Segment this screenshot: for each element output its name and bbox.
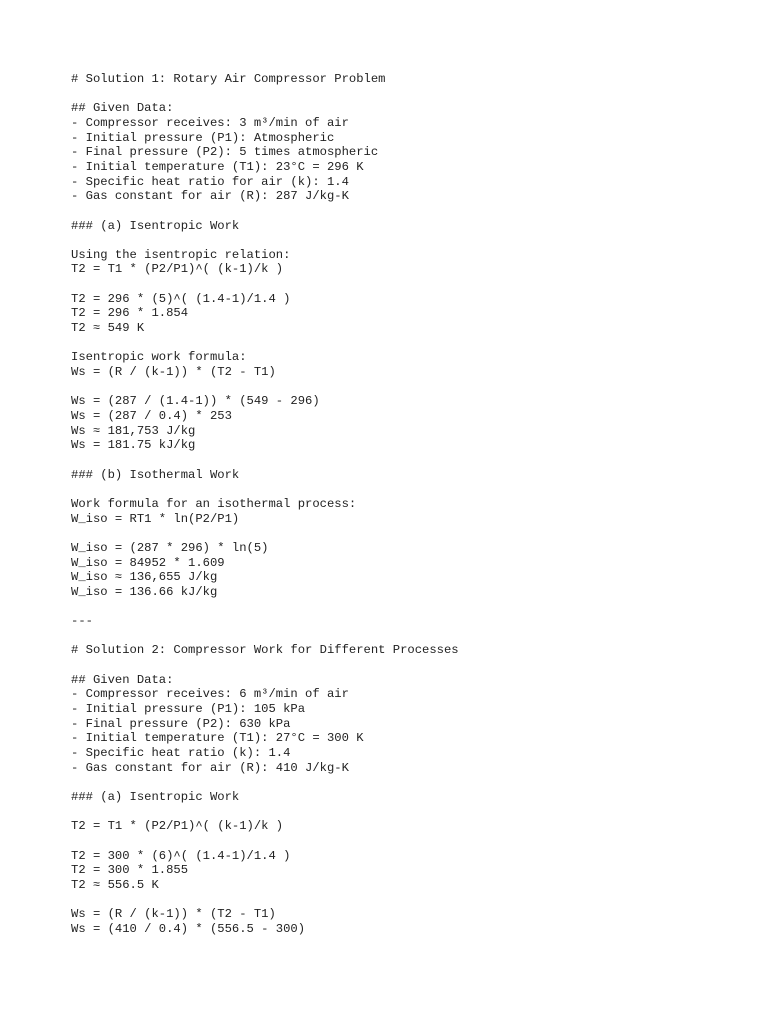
- equation-line: W_iso ≈ 136,655 J/kg: [71, 570, 218, 585]
- equation-line: T2 = T1 * (P2/P1)^( (k-1)/k ): [71, 819, 284, 834]
- equation-line: T2 = 296 * 1.854: [71, 306, 189, 321]
- equation-line: Ws = (287 / (1.4-1)) * (549 - 296): [71, 394, 320, 409]
- equation-line: Ws = (R / (k-1)) * (T2 - T1): [71, 907, 276, 922]
- equation-line: W_iso = 84952 * 1.609: [71, 555, 225, 570]
- blank-line: [71, 482, 751, 497]
- equation-line: T2 = 300 * 1.855: [71, 863, 189, 878]
- blank-line: [71, 805, 751, 820]
- given-data-item: - Gas constant for air (R): 287 J/kg-K: [71, 189, 349, 204]
- blank-line: [71, 834, 751, 849]
- subsection-heading: ### (b) Isothermal Work: [71, 467, 240, 482]
- given-data-item: - Specific heat ratio for air (k): 1.4: [71, 174, 349, 189]
- equation-line: Ws = (410 / 0.4) * (556.5 - 300): [71, 921, 306, 936]
- equation-line: W_iso = RT1 * ln(P2/P1): [71, 511, 240, 526]
- solution-title: # Solution 1: Rotary Air Compressor Problem: [71, 72, 386, 86]
- blank-line: [71, 893, 751, 908]
- blank-line: [71, 775, 751, 790]
- given-data-item: - Compressor receives: 6 m³/min of air: [71, 687, 349, 702]
- given-data-item: - Initial temperature (T1): 23°C = 296 K: [71, 159, 364, 174]
- equation-line: W_iso = 136.66 kJ/kg: [71, 584, 218, 599]
- blank-line: [71, 526, 751, 541]
- section-heading: ## Given Data:: [71, 101, 174, 116]
- section-heading: ## Given Data:: [71, 672, 174, 687]
- given-data-item: - Compressor receives: 3 m³/min of air: [71, 115, 349, 130]
- subsection-heading: ### (a) Isentropic Work: [71, 789, 240, 804]
- equation-line: W_iso = (287 * 296) * ln(5): [71, 540, 269, 555]
- given-data-item: - Gas constant for air (R): 410 J/kg-K: [71, 760, 349, 775]
- equation-line: T2 = 300 * (6)^( (1.4-1)/1.4 ): [71, 848, 291, 863]
- given-data-item: - Final pressure (P2): 5 times atmospheric: [71, 145, 379, 160]
- blank-line: [71, 599, 751, 614]
- given-data-item: - Initial pressure (P1): Atmospheric: [71, 130, 335, 145]
- blank-line: [71, 629, 751, 644]
- equation-line: Ws ≈ 181,753 J/kg: [71, 423, 196, 438]
- blank-line: [71, 87, 751, 102]
- solution-title: # Solution 2: Compressor Work for Different Processes: [71, 643, 459, 658]
- equation-line: Ws = (287 / 0.4) * 253: [71, 409, 232, 423]
- blank-line: [71, 658, 751, 673]
- equation-line: T2 = T1 * (P2/P1)^( (k-1)/k ): [71, 262, 284, 277]
- equation-line: T2 = 296 * (5)^( (1.4-1)/1.4 ): [71, 291, 291, 306]
- equation-line: T2 ≈ 549 K: [71, 321, 145, 336]
- blank-line: [71, 453, 751, 468]
- blank-line: [71, 204, 751, 219]
- blank-line: [71, 233, 751, 248]
- blank-line: [71, 336, 751, 351]
- text-line: Using the isentropic relation:: [71, 247, 291, 262]
- horizontal-rule: ---: [71, 614, 93, 629]
- text-line: Isentropic work formula:: [71, 350, 247, 365]
- text-line: Work formula for an isothermal process:: [71, 496, 357, 511]
- document-body: [71, 72, 751, 936]
- given-data-item: - Final pressure (P2): 630 kPa: [71, 716, 291, 731]
- subsection-heading: ### (a) Isentropic Work: [71, 218, 240, 233]
- equation-line: Ws = 181.75 kJ/kg: [71, 438, 196, 453]
- equation-line: Ws = (R / (k-1)) * (T2 - T1): [71, 365, 276, 380]
- equation-line: T2 ≈ 556.5 K: [71, 877, 159, 892]
- blank-line: [71, 277, 751, 292]
- given-data-item: - Initial temperature (T1): 27°C = 300 K: [71, 731, 364, 746]
- given-data-item: - Initial pressure (P1): 105 kPa: [71, 702, 306, 717]
- blank-line: [71, 380, 751, 395]
- given-data-item: - Specific heat ratio (k): 1.4: [71, 746, 291, 760]
